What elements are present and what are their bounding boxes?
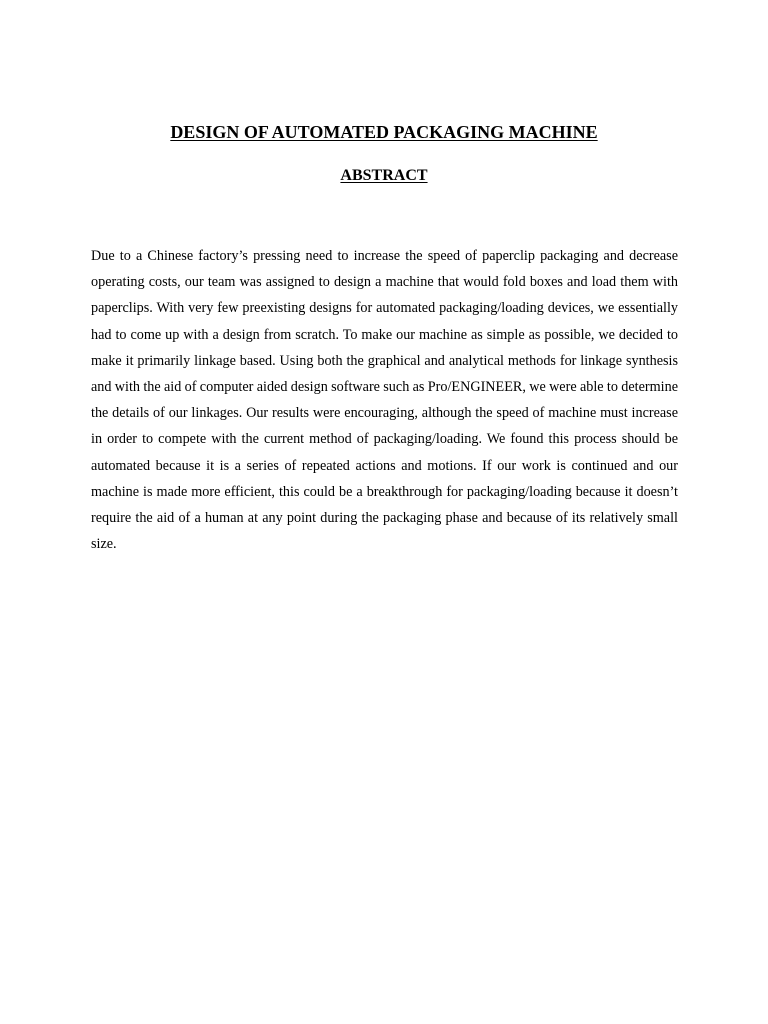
- abstract-paragraph: Due to a Chinese factory’s pressing need to increase the speed of paperclip packaging and decrease operating costs, our team was assigned to design a machine that would fold boxes and load them with paperclips. With very few preexisting designs for automated packaging/loading devices, we essentially had to come up with a design from scratch. To make our machine as simple as possible, we decided to make it primarily linkage based. Using both the graphical and analytical methods for linkage synthesis and with the aid of computer aided design software such as Pro/ENGINEER, we were able to determine the details of our linkages. Our results were encouraging, although the speed of machine must increase in order to compete with the current method of packaging/loading. We found this process should be automated because it is a series of repeated actions and motions. If our work is continued and our machine is made more efficient, this could be a breakthrough for packaging/loading because it doesn’t require the aid of a human at any point during the packaging phase and because of its relatively small size.: [91, 248, 678, 553]
- document-title: DESIGN OF AUTOMATED PACKAGING MACHINE: [170, 122, 598, 142]
- abstract-heading: ABSTRACT: [340, 167, 428, 184]
